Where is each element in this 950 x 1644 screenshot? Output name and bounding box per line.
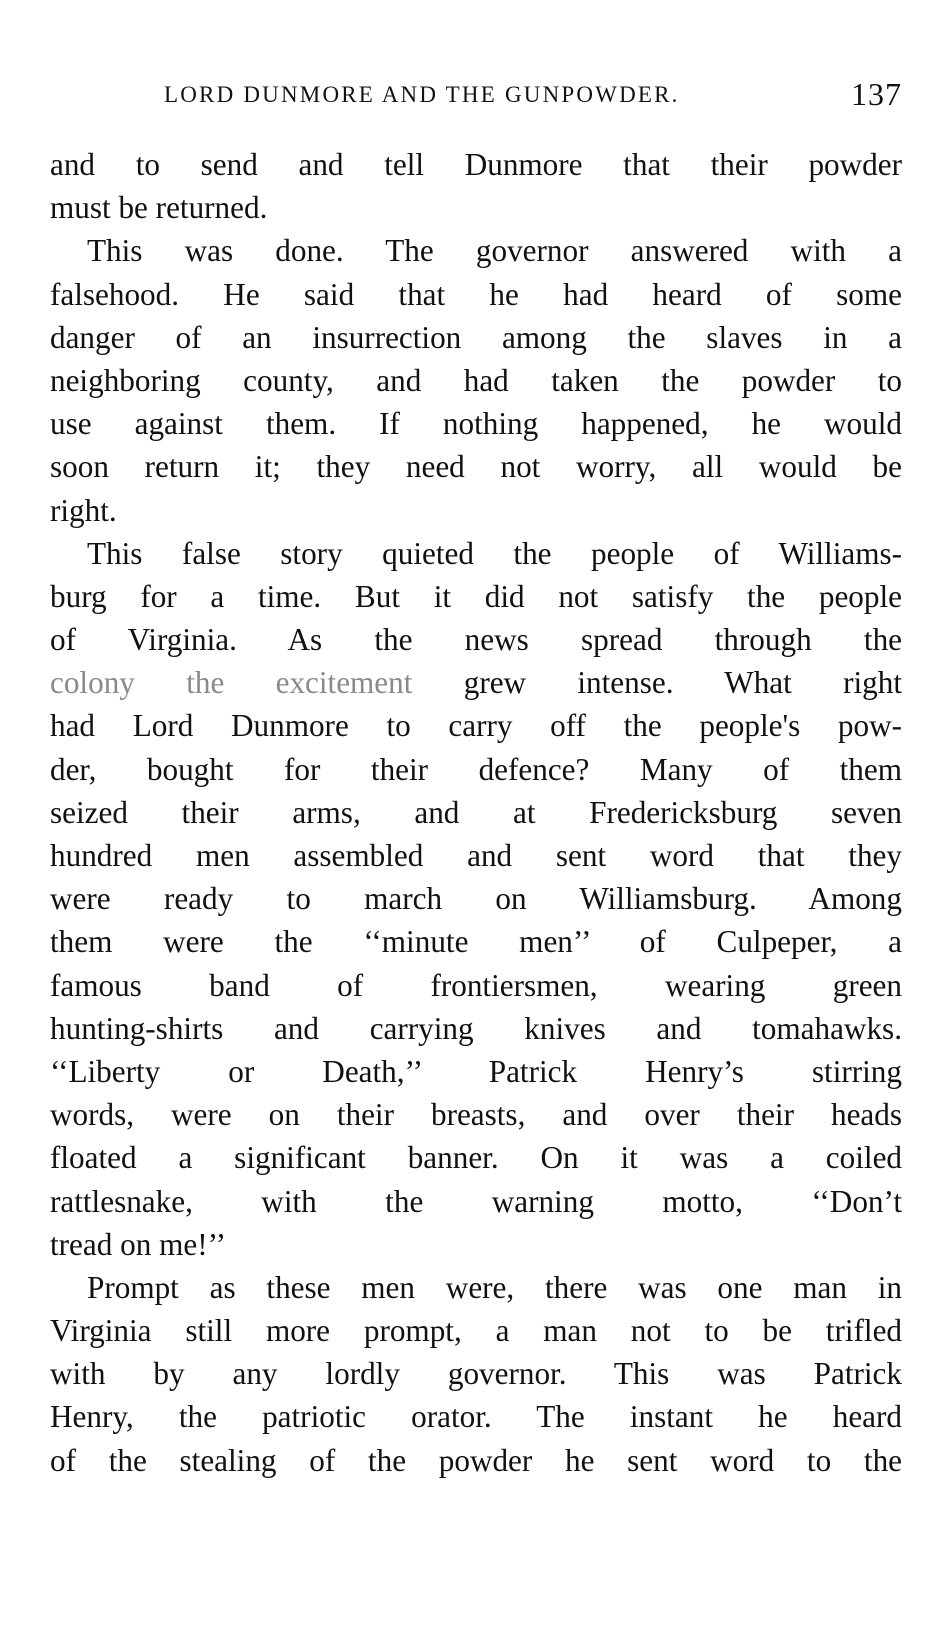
running-title: LORD DUNMORE AND THE GUNPOWDER. <box>164 82 680 107</box>
text-line: rattlesnake, with the warning motto, ‘‘Don’t <box>50 1183 902 1219</box>
text-line: floated a significant banner. On it was a coiled <box>50 1140 902 1176</box>
text-line: famous band of frontiersmen, wearing green <box>50 967 902 1003</box>
text-line: seized their arms, and at Fredericksburg seven <box>50 794 902 830</box>
text-line: danger of an insurrection among the slaves in a <box>50 319 902 355</box>
text-line: tread on me!’’ <box>50 1226 227 1262</box>
text-line: burg for a time. But it did not satisfy the people <box>50 578 902 614</box>
text-line: Virginia still more prompt, a man not to be trifled <box>50 1313 902 1349</box>
text-line: soon return it; they need not worry, all would be <box>50 449 902 485</box>
paragraph-first-line: This was done. The governor answered with a <box>87 233 902 269</box>
text-line: must be returned. <box>50 190 268 226</box>
text-line: were ready to march on Williamsburg. Among <box>50 881 902 917</box>
body-text <box>50 143 902 1482</box>
text-line: hunting-shirts and carrying knives and tomahawks. <box>50 1010 902 1046</box>
running-head <box>52 78 902 118</box>
text-line: of Virginia. As the news spread through the <box>50 622 902 658</box>
text-line: right. <box>50 492 117 528</box>
text-line: them were the ‘‘minute men’’ of Culpeper, a <box>50 924 902 960</box>
text-line: of the stealing of the powder he sent word to the <box>50 1442 902 1478</box>
paragraph-first-line: Prompt as these men were, there was one man in <box>87 1269 902 1305</box>
text-line-faint-print <box>50 661 902 704</box>
text-line: use against them. If nothing happened, he would <box>50 406 902 442</box>
faint-print-text: colony the excitement <box>50 665 413 701</box>
text-line: ‘‘Liberty or Death,’’ Patrick Henry’s stirring <box>50 1053 902 1089</box>
text-line: words, were on their breasts, and over their heads <box>50 1097 902 1133</box>
text-line: falsehood. He said that he had heard of some <box>50 276 902 312</box>
text-line: hundred men assembled and sent word that they <box>50 838 902 873</box>
page-number: 137 <box>851 76 902 112</box>
text-line: and to send and tell Dunmore that their powder <box>50 147 902 182</box>
text-line: neighboring county, and had taken the powder to <box>50 362 902 398</box>
paragraph-first-line: This false story quieted the people of Williams- <box>87 535 902 571</box>
text-line: had Lord Dunmore to carry off the people's pow- <box>50 708 902 744</box>
text-line: with by any lordly governor. This was Patrick <box>50 1356 902 1392</box>
text-line: der, bought for their defence? Many of them <box>50 751 902 787</box>
text-line: Henry, the patriotic orator. The instant he heard <box>50 1399 902 1435</box>
text-fragment: grew intense. What right <box>412 665 903 701</box>
